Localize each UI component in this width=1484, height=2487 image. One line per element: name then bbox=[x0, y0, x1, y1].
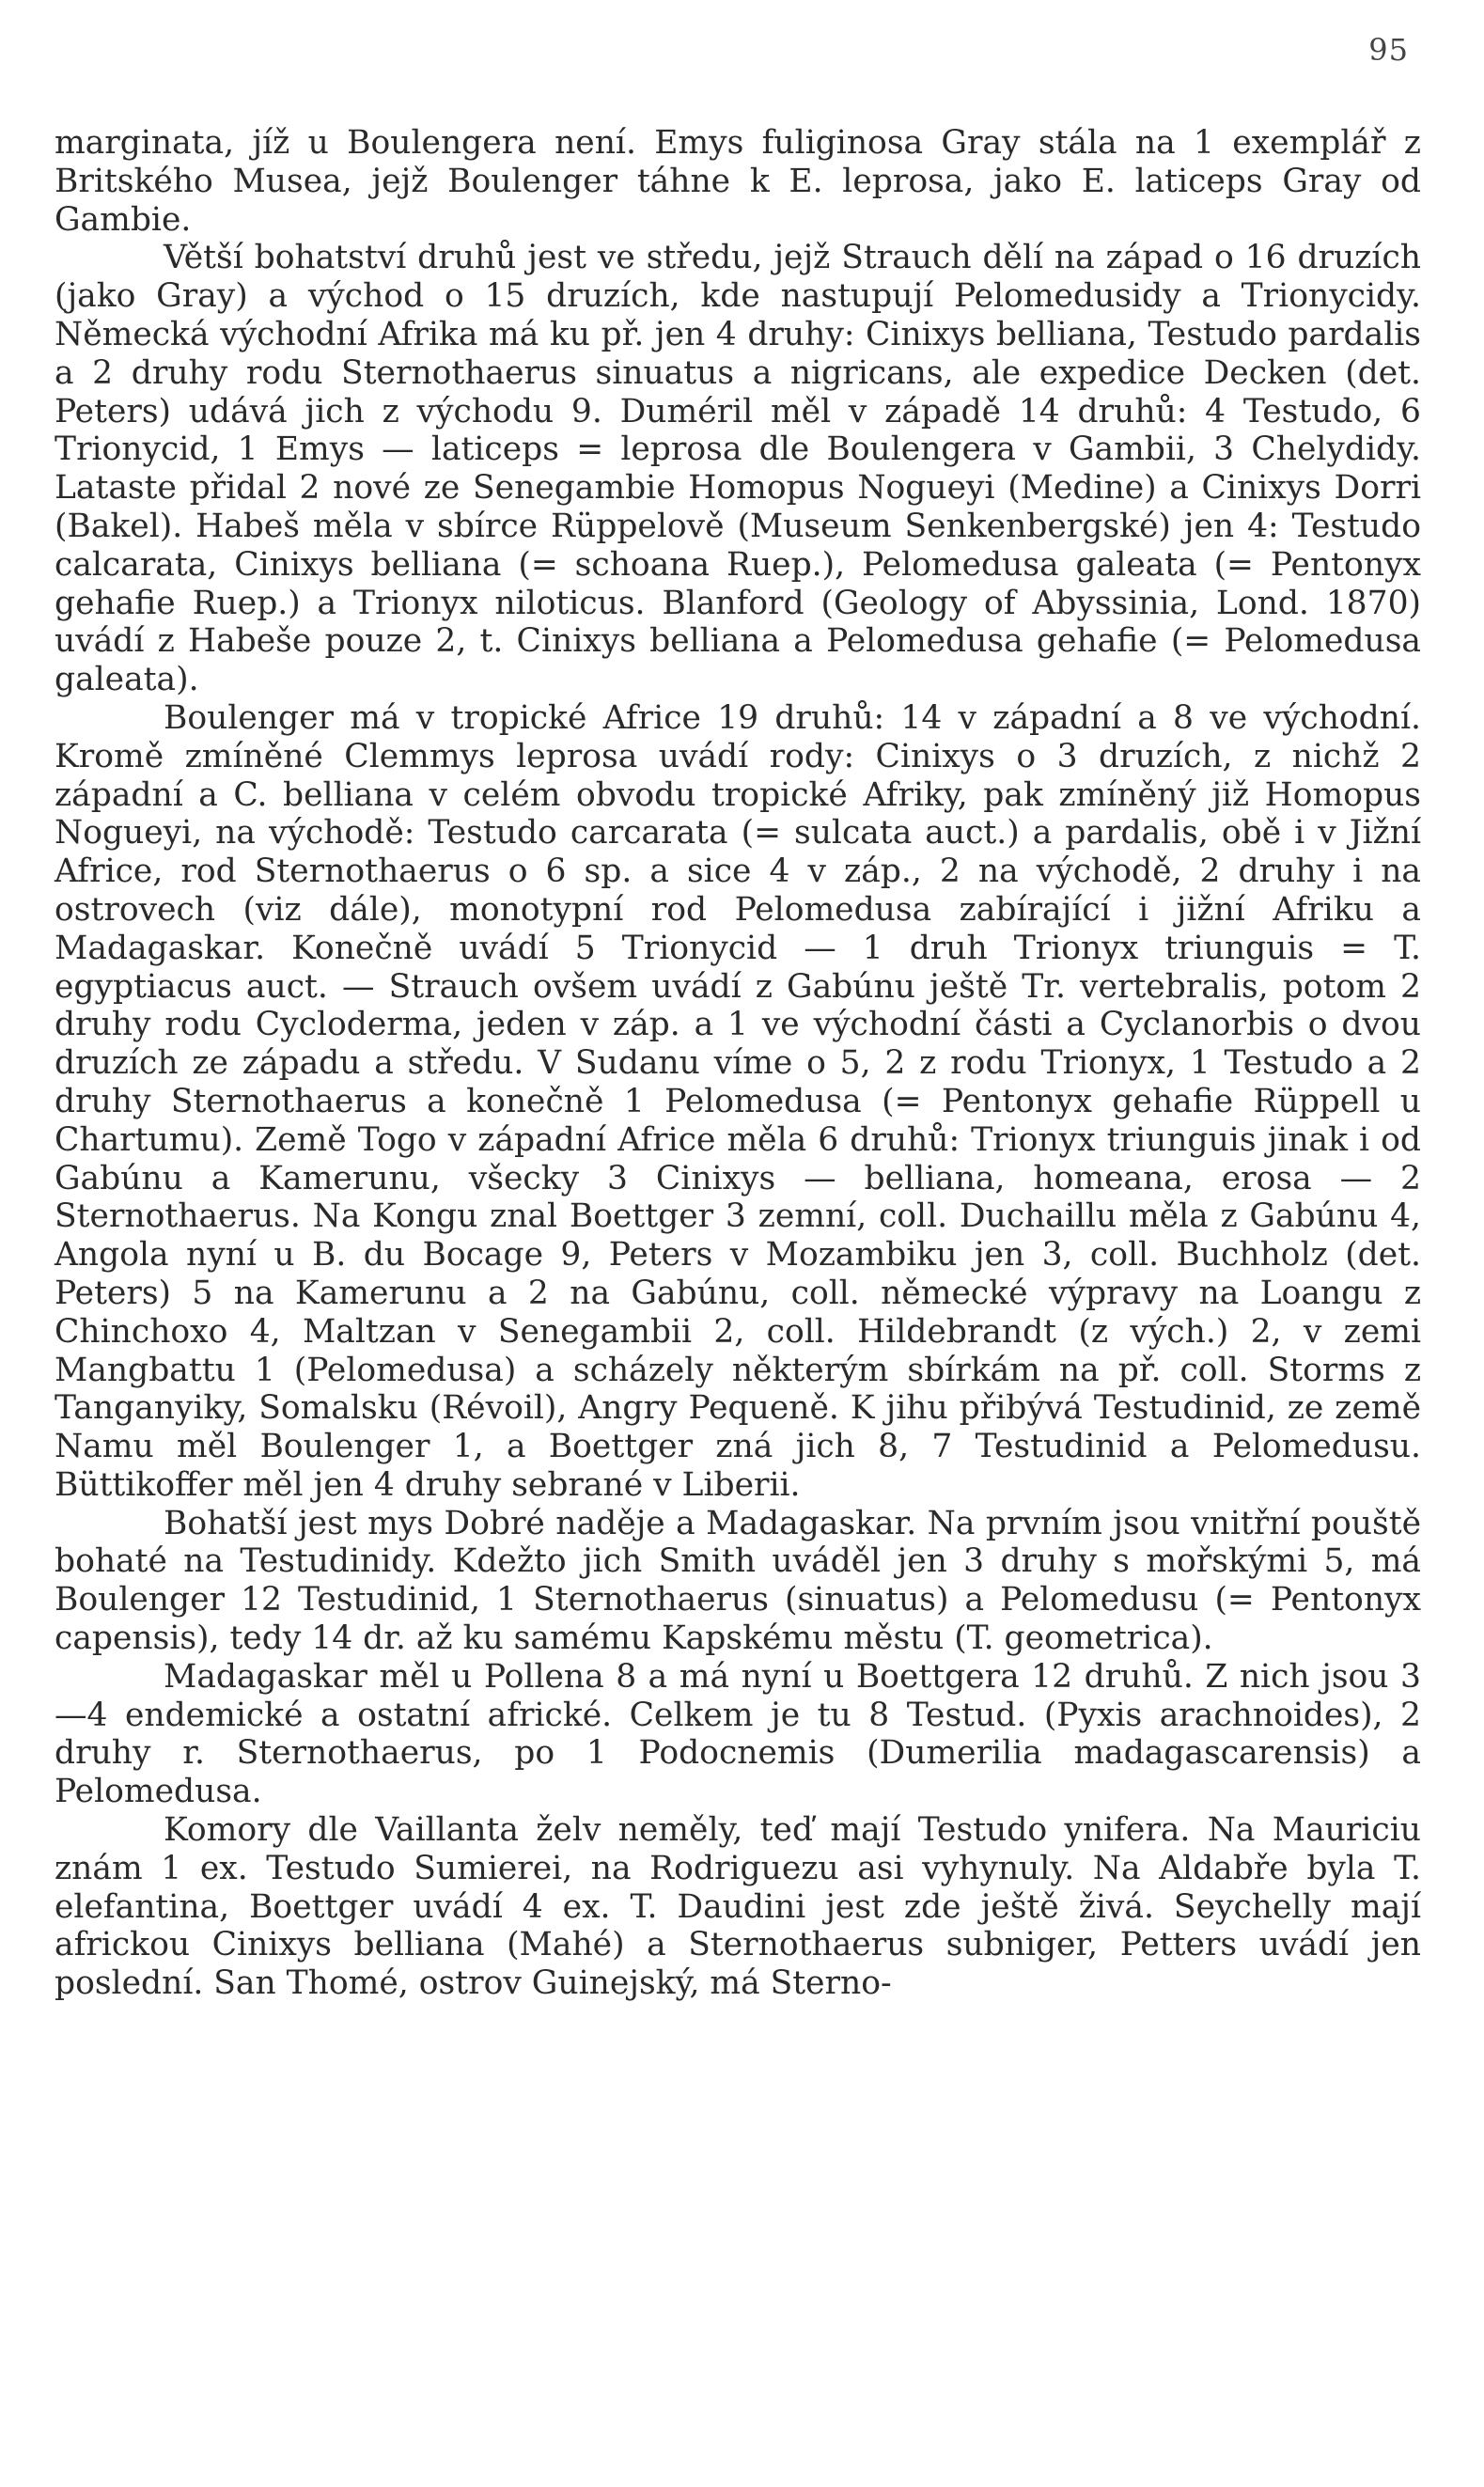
paragraph-5: Madagaskar měl u Pollena 8 a má nyní u Boettgera 12 druhů. Z nich jsou 3—4 endemické a ostatní africké. Celkem je tu 8 Testud. (Pyxis arachnoides), 2 druhy r. Sternothaerus, po 1 Podocnemis (Dumerilia madagascarensis) a Pelomedusa. bbox=[55, 1657, 1421, 1811]
paragraph-1: marginata, jíž u Boulengera není. Emys fuliginosa Gray stála na 1 exemplář z Britského Musea, jejž Boulenger táhne k E. leprosa, jako E. laticeps Gray od Gambie. bbox=[55, 124, 1421, 239]
body-text bbox=[55, 124, 1421, 2003]
paragraph-3: Boulenger má v tropické Africe 19 druhů: 14 v západní a 8 ve východní. Kromě zmíněné Clemmys leprosa uvádí rody: Cinixys o 3 druzích, z nichž 2 západní a C. belliana v celém obvodu tropické Afriky, pak zmíněný již Homopus Nogueyi, na východě: Testudo carcarata (= sulcata auct.) a pardalis, obě i v Jižní Africe, rod Sternothaerus o 6 sp. a sice 4 v záp., 2 na východě, 2 druhy i na ostrovech (viz dále), monotypní rod Pelomedusa zabírající i jižní Afriku a Madagaskar. Konečně uvádí 5 Trionycid — 1 druh Trionyx triunguis = T. egyptiacus auct. — Strauch ovšem uvádí z Gabúnu ještě Tr. vertebralis, potom 2 druhy rodu Cycloderma, jeden v záp. a 1 ve východní části a Cyclanorbis o dvou druzích ze západu a středu. V Sudanu víme o 5, 2 z rodu Trionyx, 1 Testudo a 2 druhy Sternothaerus a konečně 1 Pelomedusa (= Pentonyx gehafie Rüppell u Chartumu). Země Togo v západní Africe měla 6 druhů: Trionyx triunguis jinak i od Gabúnu a Kamerunu, všecky 3 Cinixys — belliana, homeana, erosa — 2 Sternothaerus. Na Kongu znal Boettger 3 zemní, coll. Duchaillu měla z Gabúnu 4, Angola nyní u B. du Bocage 9, Peters v Mozambiku jen 3, coll. Buchholz (det. Peters) 5 na Kamerunu a 2 na Gabúnu, coll. německé výpravy na Loangu z Chinchoxo 4, Maltzan v Senegambii 2, coll. Hildebrandt (z vých.) 2, v zemi Mangbattu 1 (Pelomedusa) a scházely některým sbírkám na př. coll. Storms z Tanganyiky, Somalsku (Révoil), Angry Pequeně. K jihu přibývá Testudinid, ze země Namu měl Boulenger 1, a Boettger zná jich 8, 7 Testudinid a Pelomedusu. Büttikoffer měl jen 4 druhy sebrané v Liberii. bbox=[55, 698, 1421, 1504]
page-number: 95 bbox=[1368, 32, 1409, 68]
paragraph-2: Větší bohatství druhů jest ve středu, jejž Strauch dělí na západ o 16 druzích (jako Gray) a východ o 15 druzích, kde nastupují Pelomedusidy a Trionycidy. Německá východní Afrika má ku př. jen 4 druhy: Cinixys belliana, Testudo pardalis a 2 druhy rodu Sternothaerus sinuatus a nigricans, ale expedice Decken (det. Peters) udává jich z východu 9. Duméril měl v západě 14 druhů: 4 Testudo, 6 Trionycid, 1 Emys — laticeps = leprosa dle Boulengera v Gambii, 3 Chelydidy. Lataste přidal 2 nové ze Senegambie Homopus Nogueyi (Medine) a Cinixys Dorri (Bakel). Habeš měla v sbírce Rüppelově (Museum Senkenbergské) jen 4: Testudo calcarata, Cinixys belliana (= schoana Ruep.), Pelomedusa galeata (= Pentonyx gehafie Ruep.) a Trionyx niloticus. Blanford (Geology of Abyssinia, Lond. 1870) uvádí z Habeše pouze 2, t. Cinixys belliana a Pelomedusa gehafie (= Pelomedusa galeata). bbox=[55, 239, 1421, 699]
paragraph-4: Bohatší jest mys Dobré naděje a Madagaskar. Na prvním jsou vnitřní pouště bohaté na Testudinidy. Kdežto jich Smith uváděl jen 3 druhy s mořskými 5, má Boulenger 12 Testudinid, 1 Sternothaerus (sinuatus) a Pelomedusu (= Pentonyx capensis), tedy 14 dr. až ku samému Kapskému městu (T. geometrica). bbox=[55, 1504, 1421, 1658]
paragraph-6: Komory dle Vaillanta želv neměly, teď mají Testudo ynifera. Na Mauriciu znám 1 ex. Testudo Sumierei, na Rodriguezu asi vyhynuly. Na Aldabře byla T. elefantina, Boettger uvádí 4 ex. T. Daudini jest zde ještě živá. Seychelly mají africkou Cinixys belliana (Mahé) a Sternothaerus subniger, Petters uvádí jen poslední. San Thomé, ostrov Guinejský, má Sterno- bbox=[55, 1811, 1421, 2003]
